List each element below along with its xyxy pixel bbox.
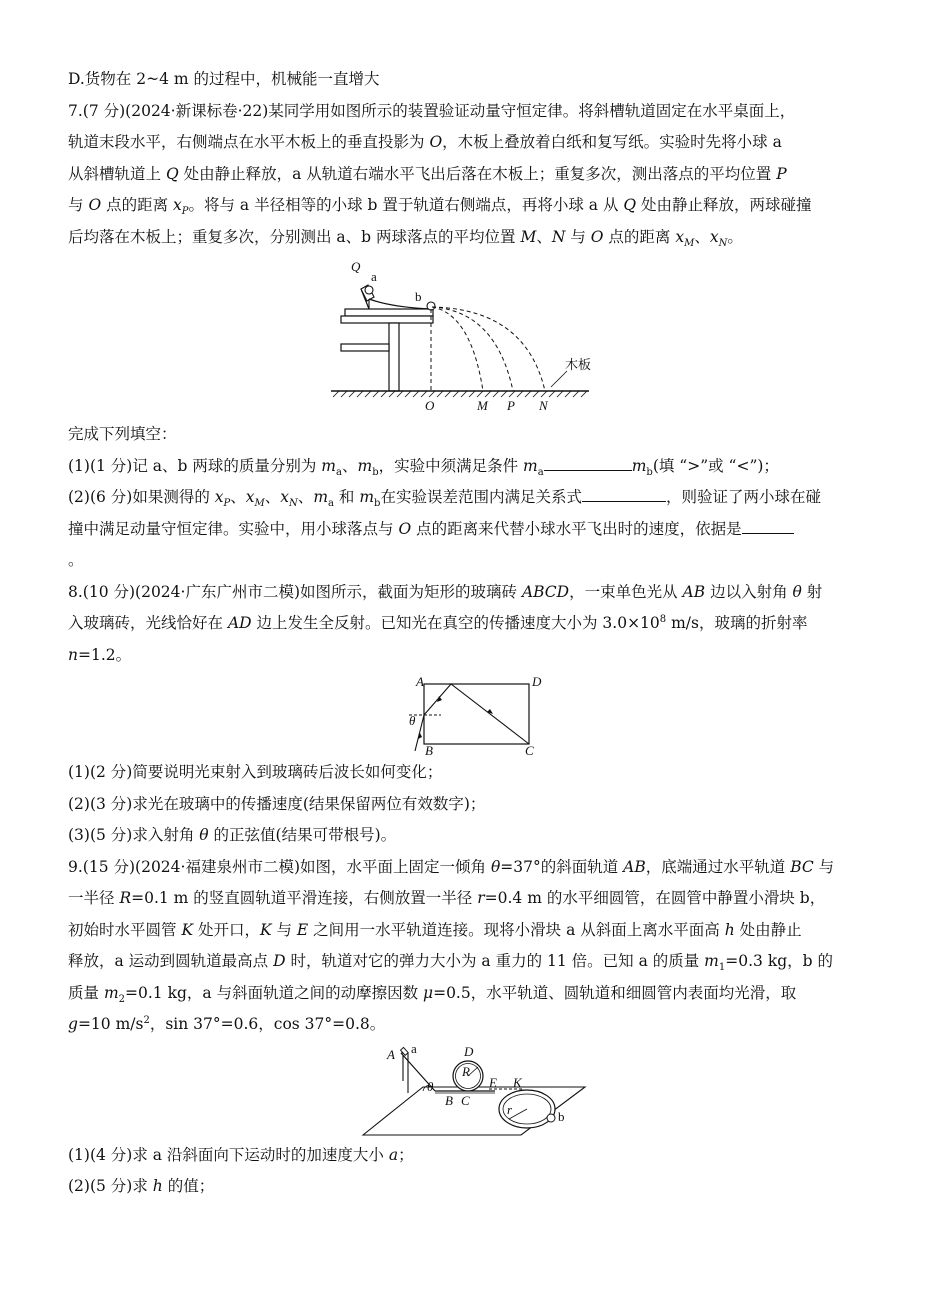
- ball-b: [427, 302, 435, 310]
- q8-sub1: (1)(2 分)简要说明光束射入到玻璃砖后波长如何变化；: [68, 763, 443, 781]
- q8-figure: [401, 675, 551, 757]
- svg-text:C: C: [524, 743, 534, 757]
- svg-text:B: B: [444, 1092, 453, 1108]
- svg-text:b: b: [557, 1108, 564, 1124]
- svg-text:a: a: [410, 1044, 417, 1056]
- svg-text:θ: θ: [408, 713, 415, 728]
- svg-text:O: O: [424, 398, 434, 413]
- svg-text:D: D: [531, 675, 541, 689]
- q7-blank-2[interactable]: [582, 487, 666, 502]
- q7-blank-1[interactable]: [544, 456, 632, 471]
- q9-sub2: (2)(5 分)求 h 的值；: [68, 1177, 215, 1195]
- svg-text:E: E: [488, 1074, 497, 1090]
- svg-text:P: P: [506, 398, 515, 413]
- q8-sub2: (2)(3 分)求光在玻璃中的传播速度(结果保留两位有效数字)；: [68, 794, 486, 813]
- svg-text:C: C: [460, 1092, 470, 1108]
- block-b: [547, 1114, 555, 1122]
- q9-stem: 9.(15 分)(2024·福建泉州市二模)如图，水平面上固定一倾角 θ=37°的斜面轨道 AB，底端通过水平轨道 BC 与 一半径 R=0.1 m 的竖直圆轨道平滑连接，右侧放置一半径 r=0.4 m 的水平细圆管，在圆管中静置小滑块 b， 初始时水平圆管 K 处开口，K 与 E 之间用一水平轨道连接。现将小滑块 a 从斜面上离水平面高 h 处由静止 释放，a 运动到圆轨道最高点 D 时，轨道对它的弹力大小为 a 重力的 11 倍。已知 a 的质量 $m_1=0.3$ kg，b 的 质量 $m_2=0.1$ kg，a 与斜面轨道之间的动摩擦因数 μ=0.5，水平轨道、圆轨道和细圆管内表面均光滑，取 g=10 $m/s^2$，sin 37°=0.6，cos 37°=0.8。: [68, 857, 835, 1033]
- q8-sub3: (3)(5 分)求入射角 θ 的正弦值(结果可带根号)。: [68, 826, 397, 844]
- svg-text:B: B: [424, 743, 433, 757]
- q7-sub1: (1)(1 分)记 a、b 两球的质量分别为 $m_a$、$m_b$，实验中须满足条件 $m_a$ $m_b$(填 “>”或 “<”)；: [68, 456, 779, 478]
- q7-stem: 7.(7 分)(2024·新课标卷·22)某同学用如图所示的装置验证动量守恒定律。将斜槽轨道固定在水平桌面上， 轨道末段水平，右侧端点在水平木板上的垂直投影为 O，木板上叠放着白纸和复写纸。实验时先将小球 a 从斜槽轨道上 Q 处由静止释放，a 从轨道右端水平飞出后落在木板上；重复多次，测出落点的平均位置 P 与 O 点的距离 $x_P$。将与 a 半径相等的小球 b 置于轨道右侧端点，再将小球 a 从 Q 处由静止释放，两球碰撞 后均落在木板上；重复多次，分别测出 a、b 两球落点的平均位置 M、N 与 O 点的距离 $x_M$、$x_N$。: [68, 101, 812, 249]
- svg-text:a: a: [370, 269, 377, 284]
- ball-a: [365, 286, 373, 294]
- svg-text:b: b: [414, 289, 421, 304]
- svg-text:M: M: [476, 398, 488, 413]
- svg-text:木板: 木板: [564, 357, 591, 372]
- svg-text:R: R: [461, 1063, 470, 1079]
- svg-text:r: r: [506, 1101, 512, 1117]
- exam-page: [68, 64, 883, 1203]
- svg-text:Q: Q: [350, 259, 360, 274]
- svg-text:A: A: [415, 675, 424, 689]
- q9-figure: [361, 1045, 591, 1140]
- q7-sub2: (2)(6 分)如果测得的 $x_P$、$x_M$、$x_N$、$m_a$ 和 $m_b$在实验误差范围内满足关系式 ，则验证了两小球在碰 撞中满足动量守恒定律。实验中，用小球落点与 O 点的距离来代替小球水平飞出时的速度，依据是 。: [68, 488, 821, 569]
- svg-text:K: K: [512, 1074, 522, 1090]
- q6-option-d: D.货物在 2~4 m 的过程中，机械能一直增大: [68, 70, 380, 88]
- svg-text:θ: θ: [426, 1078, 433, 1094]
- q9-sub1: (1)(4 分)求 a 沿斜面向下运动时的加速度大小 a；: [68, 1145, 414, 1164]
- q7-blank-3[interactable]: [742, 519, 794, 534]
- q7-figure: [331, 259, 621, 419]
- q7-fill-intro: 完成下列填空：: [68, 425, 177, 443]
- svg-text:N: N: [538, 398, 548, 413]
- svg-text:A: A: [386, 1046, 395, 1062]
- q8-stem: 8.(10 分)(2024·广东广州市二模)如图所示，截面为矩形的玻璃砖 ABCD，一束单色光从 AB 边以入射角 θ 射 入玻璃砖，光线恰好在 AD 边上发生全反射。已知光在真空的传播速度大小为 $3.0\times 10^8$ m/s，玻璃的折射率 n=1.2。: [68, 582, 823, 664]
- svg-text:D: D: [463, 1044, 473, 1059]
